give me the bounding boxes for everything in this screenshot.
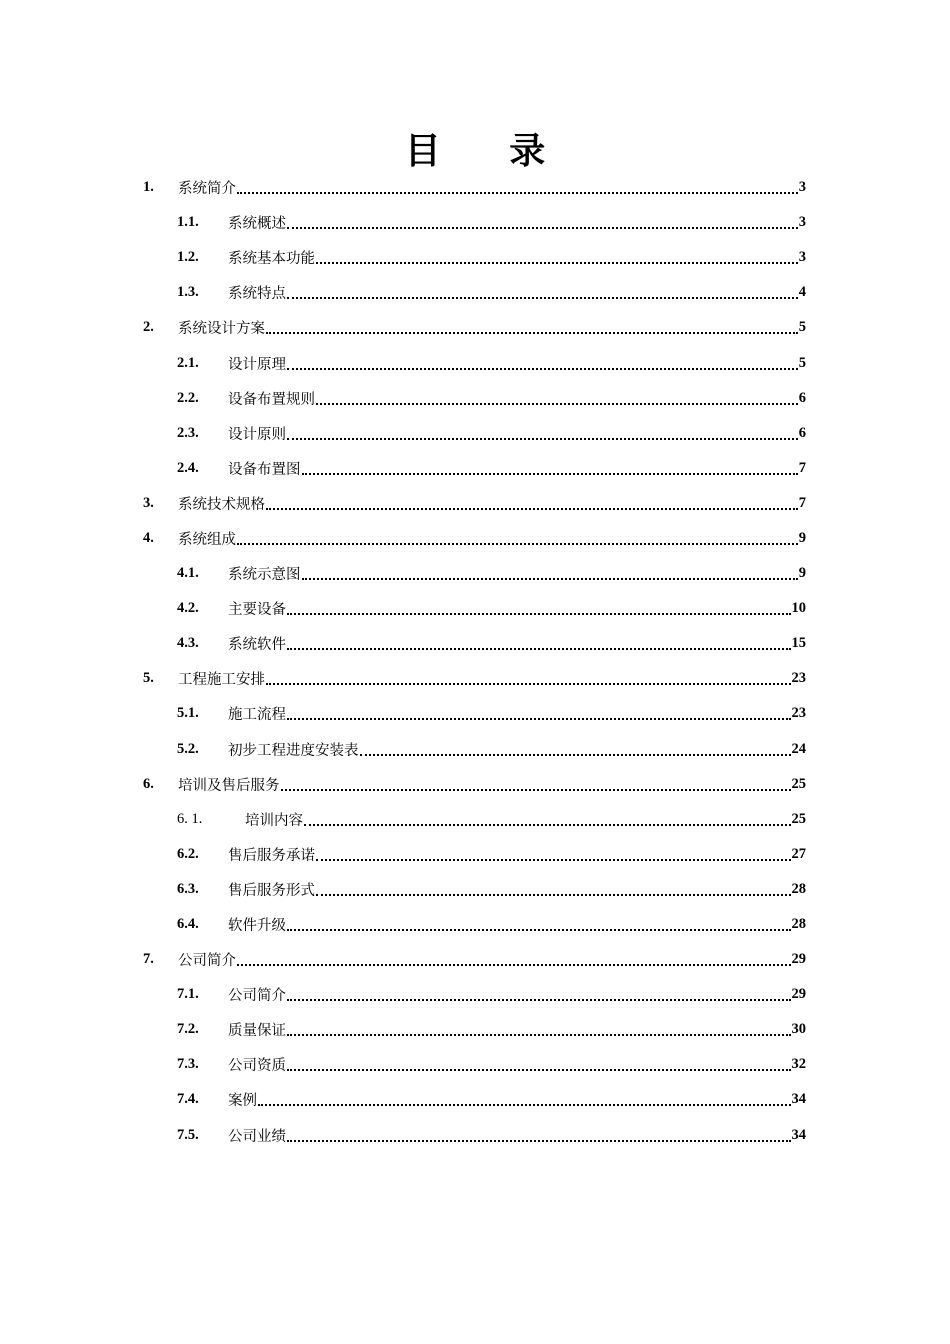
toc-dot-leader bbox=[287, 1033, 791, 1036]
toc-dot-leader bbox=[287, 437, 798, 440]
toc-entry-title: 系统示意图 bbox=[228, 567, 301, 584]
toc-entry-number: 5.2. bbox=[177, 740, 199, 757]
toc-entry-number: 2.4. bbox=[177, 459, 199, 476]
toc-dot-leader bbox=[266, 682, 791, 685]
toc-entry-page-number: 7 bbox=[798, 494, 806, 511]
toc-dot-leader bbox=[287, 647, 791, 650]
toc-entry[interactable] bbox=[143, 1012, 806, 1047]
toc-entry-number: 1. bbox=[143, 179, 154, 196]
toc-entry-page-number: 25 bbox=[791, 775, 806, 792]
toc-entry-number: 6.4. bbox=[177, 916, 199, 933]
toc-entry-page-number: 25 bbox=[791, 810, 806, 827]
toc-entry-number: 7.1. bbox=[177, 986, 199, 1003]
toc-entry-title: 系统基本功能 bbox=[228, 251, 315, 268]
toc-dot-leader bbox=[266, 331, 798, 334]
toc-entry[interactable] bbox=[143, 381, 806, 416]
toc-entry-number: 6.3. bbox=[177, 880, 199, 897]
toc-entry-page-number: 29 bbox=[791, 986, 806, 1003]
toc-dot-leader bbox=[316, 893, 791, 896]
toc-entry-title: 公司简介 bbox=[178, 953, 236, 970]
toc-entry-number: 5. bbox=[143, 670, 154, 687]
toc-entry[interactable] bbox=[143, 661, 806, 696]
toc-entry-page-number: 29 bbox=[791, 951, 806, 968]
toc-entry-title: 工程施工安排 bbox=[178, 672, 265, 689]
toc-entry[interactable] bbox=[143, 205, 806, 240]
toc-dot-leader bbox=[304, 823, 791, 826]
toc-entry-number: 3. bbox=[143, 494, 154, 511]
toc-entry-page-number: 27 bbox=[791, 845, 806, 862]
toc-entry-number: 1.2. bbox=[177, 249, 199, 266]
toc-entry-title: 培训及售后服务 bbox=[178, 777, 280, 794]
toc-entry-title: 系统技术规格 bbox=[178, 496, 265, 513]
toc-entry-page-number: 28 bbox=[791, 916, 806, 933]
toc-entry-page-number: 24 bbox=[791, 740, 806, 757]
toc-entry-page-number: 3 bbox=[798, 214, 806, 231]
toc-entry[interactable] bbox=[143, 1047, 806, 1082]
toc-entry-page-number: 6 bbox=[798, 389, 806, 406]
toc-entry[interactable] bbox=[143, 451, 806, 486]
toc-entry-page-number: 3 bbox=[798, 249, 806, 266]
toc-entry-page-number: 34 bbox=[791, 1091, 806, 1108]
toc-entry-number: 5.1. bbox=[177, 705, 199, 722]
toc-entry-title: 设备布置图 bbox=[228, 461, 301, 478]
toc-dot-leader bbox=[287, 612, 791, 615]
toc-entry-number: 7.2. bbox=[177, 1021, 199, 1038]
toc-entry-page-number: 7 bbox=[798, 459, 806, 476]
toc-entry-page-number: 9 bbox=[798, 565, 806, 582]
toc-entry-title: 质量保证 bbox=[228, 1023, 286, 1040]
toc-entry[interactable] bbox=[143, 170, 806, 205]
toc-entry[interactable] bbox=[143, 696, 806, 731]
toc-entry-number: 7.4. bbox=[177, 1091, 199, 1108]
toc-dot-leader bbox=[360, 753, 791, 756]
toc-dot-leader bbox=[302, 472, 798, 475]
toc-entry[interactable] bbox=[143, 907, 806, 942]
toc-entry-page-number: 15 bbox=[791, 635, 806, 652]
toc-entry-title: 公司资质 bbox=[228, 1058, 286, 1075]
toc-entry-page-number: 4 bbox=[798, 284, 806, 301]
toc-entry[interactable] bbox=[143, 837, 806, 872]
toc-entry[interactable] bbox=[143, 977, 806, 1012]
toc-dot-leader bbox=[281, 788, 791, 791]
toc-entry-title: 设计原则 bbox=[228, 426, 286, 443]
toc-entry-title: 售后服务承诺 bbox=[228, 847, 315, 864]
toc-entry-title: 初步工程进度安装表 bbox=[228, 742, 359, 759]
toc-title: 目 录 bbox=[404, 131, 574, 172]
toc-dot-leader bbox=[316, 858, 791, 861]
toc-entry-number: 6.2. bbox=[177, 845, 199, 862]
toc-entry-page-number: 32 bbox=[791, 1056, 806, 1073]
toc-entry[interactable] bbox=[143, 626, 806, 661]
toc-entry-title: 培训内容 bbox=[245, 812, 303, 829]
toc-dot-leader bbox=[287, 717, 791, 720]
toc-entry-page-number: 10 bbox=[791, 600, 806, 617]
toc-entry[interactable] bbox=[143, 942, 806, 977]
toc-entry-title: 系统组成 bbox=[178, 531, 236, 548]
toc-entry-page-number: 5 bbox=[798, 354, 806, 371]
toc-entry[interactable] bbox=[143, 521, 806, 556]
toc-entry-title: 设备布置规则 bbox=[228, 391, 315, 408]
toc-entry[interactable] bbox=[143, 802, 806, 837]
toc-entry[interactable] bbox=[143, 767, 806, 802]
toc-dot-leader bbox=[287, 226, 798, 229]
toc-entry[interactable] bbox=[143, 275, 806, 310]
toc-entry[interactable] bbox=[143, 486, 806, 521]
toc-entry[interactable] bbox=[143, 872, 806, 907]
toc-entry-number: 7.5. bbox=[177, 1126, 199, 1143]
toc-entry[interactable] bbox=[143, 732, 806, 767]
toc-dot-leader bbox=[266, 507, 798, 510]
toc-entry-title: 售后服务形式 bbox=[228, 882, 315, 899]
toc-entry-title: 系统概述 bbox=[228, 216, 286, 233]
toc-entry[interactable] bbox=[143, 345, 806, 380]
toc-entry[interactable] bbox=[143, 591, 806, 626]
toc-entry-number: 4.1. bbox=[177, 565, 199, 582]
toc-entry-title: 公司业绩 bbox=[228, 1128, 286, 1145]
toc-dot-leader bbox=[258, 1103, 791, 1106]
toc-entry-title: 系统简介 bbox=[178, 181, 236, 198]
toc-dot-leader bbox=[287, 1139, 791, 1142]
toc-entry-number: 2.1. bbox=[177, 354, 199, 371]
toc-entry-page-number: 23 bbox=[791, 670, 806, 687]
toc-dot-leader bbox=[237, 542, 798, 545]
toc-entry-title: 系统软件 bbox=[228, 637, 286, 654]
toc-dot-leader bbox=[287, 296, 798, 299]
toc-entry-number: 4.3. bbox=[177, 635, 199, 652]
toc-entry-title: 软件升级 bbox=[228, 918, 286, 935]
toc-dot-leader bbox=[287, 998, 791, 1001]
toc-entry-page-number: 34 bbox=[791, 1126, 806, 1143]
toc-entry-title: 公司简介 bbox=[228, 988, 286, 1005]
toc-entry-title: 主要设备 bbox=[228, 602, 286, 619]
toc-entry-title: 设计原理 bbox=[228, 356, 286, 373]
toc-dot-leader bbox=[287, 1068, 791, 1071]
toc-dot-leader bbox=[316, 402, 798, 405]
toc-list bbox=[143, 170, 806, 1153]
toc-entry[interactable] bbox=[143, 310, 806, 345]
toc-entry-number: 1.1. bbox=[177, 214, 199, 231]
toc-dot-leader bbox=[316, 261, 798, 264]
toc-entry[interactable] bbox=[143, 1082, 806, 1117]
toc-entry-title: 施工流程 bbox=[228, 707, 286, 724]
toc-entry-title: 案例 bbox=[228, 1093, 257, 1110]
toc-entry-number: 4.2. bbox=[177, 600, 199, 617]
toc-entry-page-number: 3 bbox=[798, 179, 806, 196]
toc-entry-page-number: 30 bbox=[791, 1021, 806, 1038]
toc-dot-leader bbox=[237, 191, 798, 194]
toc-entry-number: 6. bbox=[143, 775, 154, 792]
toc-dot-leader bbox=[302, 577, 798, 580]
toc-entry[interactable] bbox=[143, 1118, 806, 1153]
toc-entry-page-number: 5 bbox=[798, 319, 806, 336]
toc-entry-number: 2.2. bbox=[177, 389, 199, 406]
toc-entry-page-number: 9 bbox=[798, 529, 806, 546]
toc-entry-page-number: 23 bbox=[791, 705, 806, 722]
toc-entry-title: 系统特点 bbox=[228, 286, 286, 303]
toc-entry-number: 6. 1. bbox=[177, 810, 203, 827]
toc-entry-page-number: 28 bbox=[791, 880, 806, 897]
toc-entry-number: 7. bbox=[143, 951, 154, 968]
toc-dot-leader bbox=[237, 963, 791, 966]
toc-entry-number: 4. bbox=[143, 529, 154, 546]
toc-entry-number: 2.3. bbox=[177, 424, 199, 441]
toc-entry-title: 系统设计方案 bbox=[178, 321, 265, 338]
toc-entry-number: 2. bbox=[143, 319, 154, 336]
toc-entry[interactable] bbox=[143, 416, 806, 451]
toc-entry-page-number: 6 bbox=[798, 424, 806, 441]
toc-entry-number: 7.3. bbox=[177, 1056, 199, 1073]
toc-entry-number: 1.3. bbox=[177, 284, 199, 301]
toc-entry[interactable] bbox=[143, 240, 806, 275]
toc-dot-leader bbox=[287, 367, 798, 370]
toc-entry[interactable] bbox=[143, 556, 806, 591]
toc-dot-leader bbox=[287, 928, 791, 931]
